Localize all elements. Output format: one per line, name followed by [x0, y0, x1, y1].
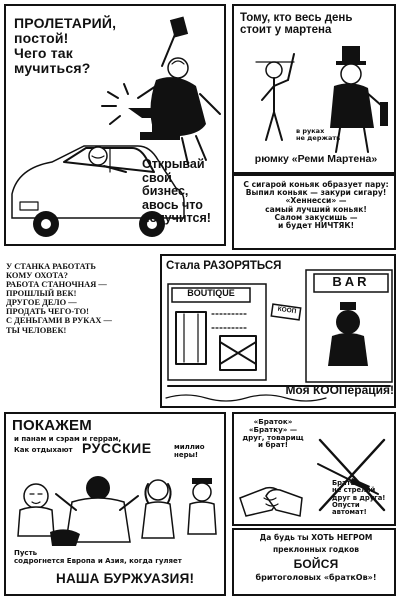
- cooperative-footer: Моя КООПерация!: [285, 383, 394, 397]
- panel-remy-martin: [232, 4, 396, 174]
- show-line-2: Как отдыхают: [14, 446, 73, 454]
- bottom-line-1: Пусть содрогнется Европа и Азия, когда гуляет: [14, 549, 182, 565]
- bar-sign: BAR: [332, 274, 370, 289]
- skinhead-line-2: преклонных годков: [272, 545, 360, 554]
- ruin-title: Стала РАЗОРЯТЬСЯ: [166, 260, 282, 272]
- millionaires-word: миллио неры!: [174, 443, 205, 459]
- skinhead-line-4: бритоголовых «браткОв»!: [255, 573, 377, 582]
- bratok-text: «Браток» «Братку» — друг, товарищ и брат!: [242, 417, 304, 450]
- panel-proletarian: [4, 4, 226, 246]
- russians-word: РУССКИЕ: [82, 440, 152, 456]
- cognac-poem: С сигарой коньяк образует пару: Выпил коньяк — закури сигару! «Хеннесси» — самый лучший коньяк! Салом закусишь — и будет НИЧТЯК!: [243, 180, 389, 230]
- machine-poem: У СТАНКА РАБОТАТЬ КОМУ ОХОТА? РАБОТА СТАНОЧНАЯ — ПРОШЛЫЙ ВЕК! ДРУГОЕ ДЕЛО — ПРОДАТЬ ЧЕГО-ТО! С ДЕНЬГАМИ В РУКАХ — ТЫ ЧЕЛОВЕК!: [6, 262, 112, 335]
- panel-skinheads: [232, 528, 396, 596]
- boutique-sign: BOUTIQUE: [187, 288, 235, 298]
- panel-bratok: [232, 412, 396, 526]
- skinhead-line-3: БОЙСЯ: [293, 557, 339, 571]
- panel-machine-text: [6, 258, 156, 368]
- warning-text: Братва, не стреляй друг в друга! Опусти автомат!: [332, 479, 386, 517]
- panel-cognac: [232, 174, 396, 250]
- panel-millionaires: [4, 412, 226, 596]
- show-line-1: и панам и сэрам и геррам,: [14, 435, 122, 443]
- show-title: ПОКАЖЕМ: [12, 417, 92, 434]
- small-note: в руках не держать: [296, 127, 341, 143]
- worker-and-capitalist-illustration: [234, 6, 396, 174]
- business-slogan: Открывай свой бизнес, авось что получится!: [142, 157, 211, 225]
- remy-caption: рюмку «Реми Мартена»: [254, 153, 378, 165]
- skinhead-line-1: Да будь ты ХОТЬ НЕГРОМ: [259, 533, 373, 542]
- martin-heading: Тому, кто весь день стоит у мартена: [240, 12, 353, 37]
- proletarian-slogan: ПРОЛЕТАРИЙ, постой! Чего так мучиться?: [14, 15, 117, 77]
- party-illustration: [6, 414, 226, 596]
- bourgeoisie-slogan: НАША БУРЖУАЗИЯ!: [56, 571, 195, 586]
- coop-sign: КООП: [277, 305, 297, 316]
- panel-cooperative: [160, 254, 396, 408]
